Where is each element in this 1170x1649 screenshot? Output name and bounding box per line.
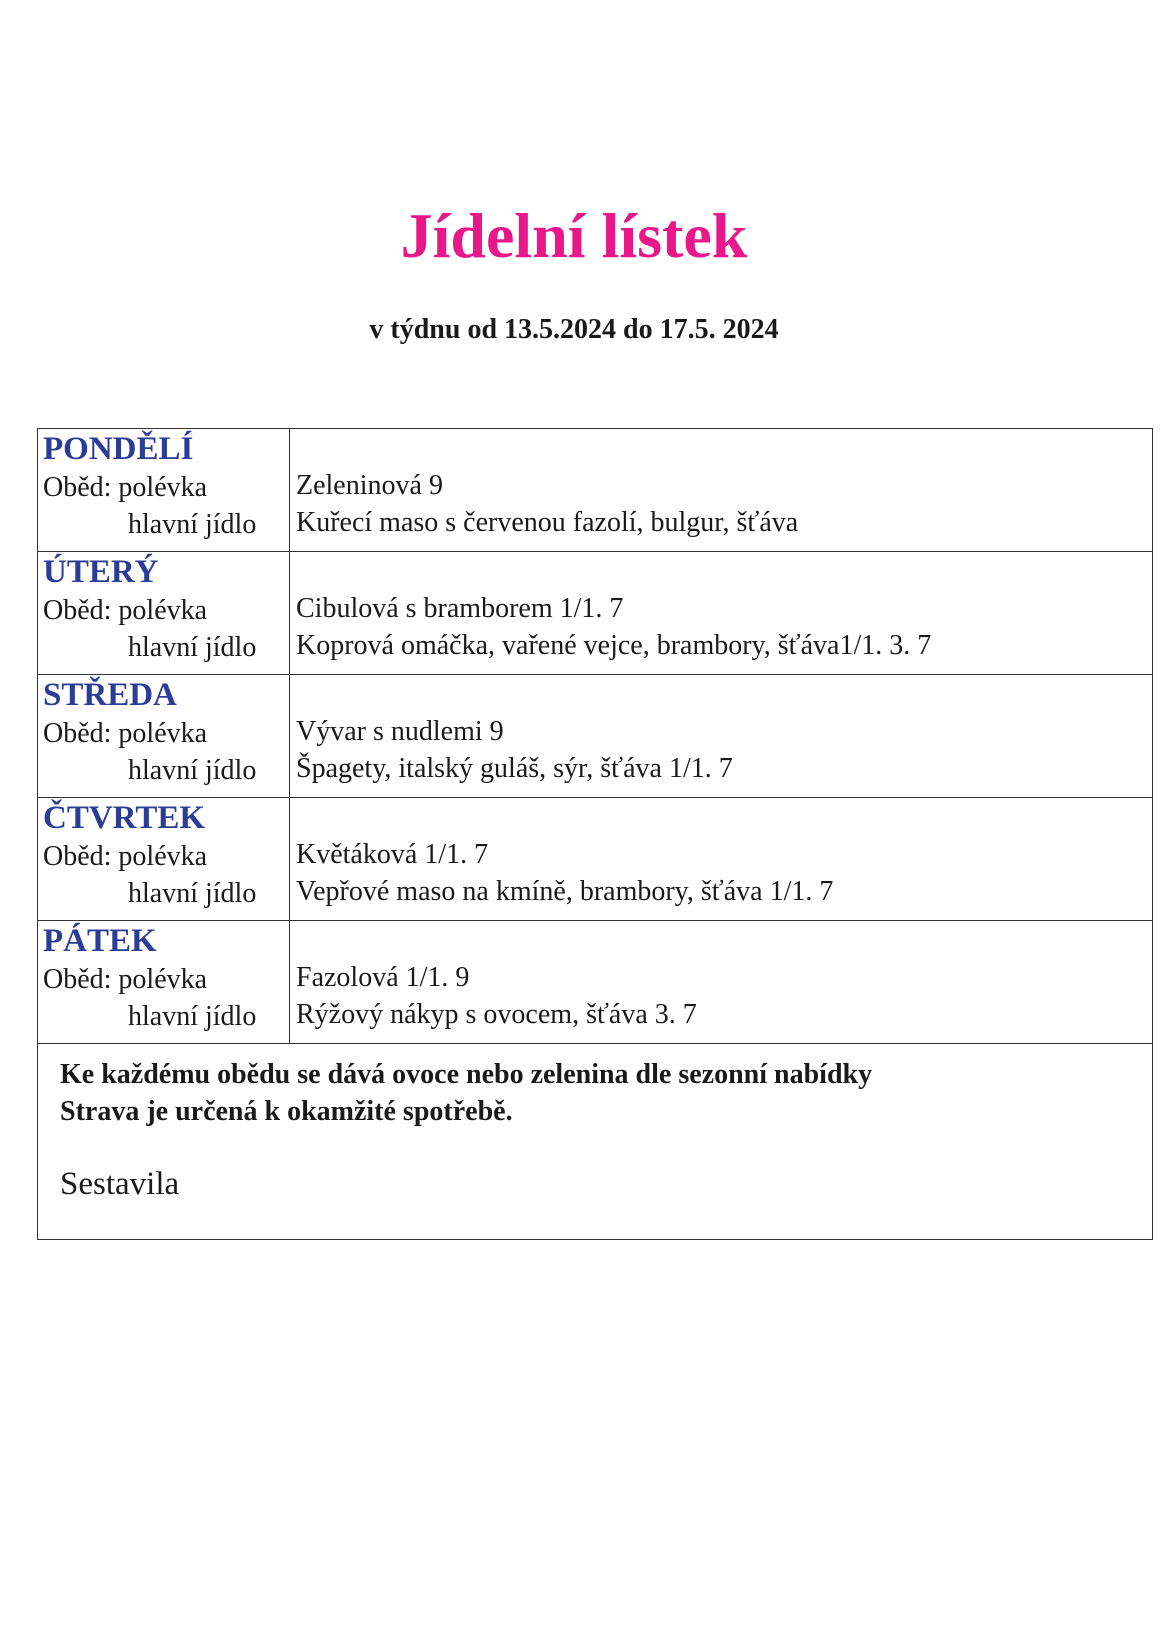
day-row-tuesday bbox=[38, 552, 1152, 675]
main-dish: Rýžový nákyp s ovocem, šťáva 3. 7 bbox=[296, 999, 697, 1030]
main-label: hlavní jídlo bbox=[128, 878, 257, 909]
main-dish: Kuřecí maso s červenou fazolí, bulgur, šťáva bbox=[296, 507, 799, 538]
soup-label: Oběd: polévka bbox=[43, 841, 208, 872]
soup-label: Oběd: polévka bbox=[43, 472, 208, 503]
consumption-note: Strava je určená k okamžité spotřebě. bbox=[60, 1096, 513, 1127]
footer-notes bbox=[38, 1044, 1152, 1239]
signature-label: Sestavila bbox=[60, 1166, 180, 1202]
day-name: STŘEDA bbox=[43, 677, 177, 713]
day-label-cell bbox=[38, 675, 290, 797]
dish-cell bbox=[290, 675, 1152, 797]
main-dish: Vepřové maso na kmíně, brambory, šťáva 1/1. 7 bbox=[296, 876, 834, 907]
day-row-thursday bbox=[38, 798, 1152, 921]
page-title: Jídelní lístek bbox=[400, 200, 748, 271]
week-range: v týdnu od 13.5.2024 do 17.5. 2024 bbox=[369, 314, 779, 345]
main-label: hlavní jídlo bbox=[128, 509, 257, 540]
soup-dish: Zeleninová 9 bbox=[296, 470, 443, 501]
day-row-monday bbox=[38, 429, 1152, 552]
main-dish: Koprová omáčka, vařené vejce, brambory, šťáva1/1. 3. 7 bbox=[296, 630, 932, 661]
day-label-cell bbox=[38, 552, 290, 674]
soup-label: Oběd: polévka bbox=[43, 718, 208, 749]
day-row-friday bbox=[38, 921, 1152, 1044]
soup-label: Oběd: polévka bbox=[43, 595, 208, 626]
main-label: hlavní jídlo bbox=[128, 632, 257, 663]
menu-table bbox=[37, 428, 1153, 1240]
main-dish: Špagety, italský guláš, sýr, šťáva 1/1. 7 bbox=[296, 753, 733, 784]
day-label-cell bbox=[38, 429, 290, 551]
main-label: hlavní jídlo bbox=[128, 755, 257, 786]
soup-label: Oběd: polévka bbox=[43, 964, 208, 995]
dish-cell bbox=[290, 429, 1152, 551]
dish-cell bbox=[290, 552, 1152, 674]
day-name: PÁTEK bbox=[43, 923, 157, 959]
day-label-cell bbox=[38, 921, 290, 1043]
soup-dish: Cibulová s bramborem 1/1. 7 bbox=[296, 593, 624, 624]
dish-cell bbox=[290, 798, 1152, 920]
day-row-wednesday bbox=[38, 675, 1152, 798]
day-name: PONDĚLÍ bbox=[43, 431, 194, 467]
soup-dish: Květáková 1/1. 7 bbox=[296, 839, 489, 870]
day-name: ÚTERÝ bbox=[43, 554, 159, 590]
day-name: ČTVRTEK bbox=[43, 800, 206, 836]
fruit-note: Ke každému obědu se dává ovoce nebo zelenina dle sezonní nabídky bbox=[60, 1059, 873, 1090]
dish-cell bbox=[290, 921, 1152, 1043]
soup-dish: Vývar s nudlemi 9 bbox=[296, 716, 504, 747]
day-label-cell bbox=[38, 798, 290, 920]
main-label: hlavní jídlo bbox=[128, 1001, 257, 1032]
soup-dish: Fazolová 1/1. 9 bbox=[296, 962, 470, 993]
